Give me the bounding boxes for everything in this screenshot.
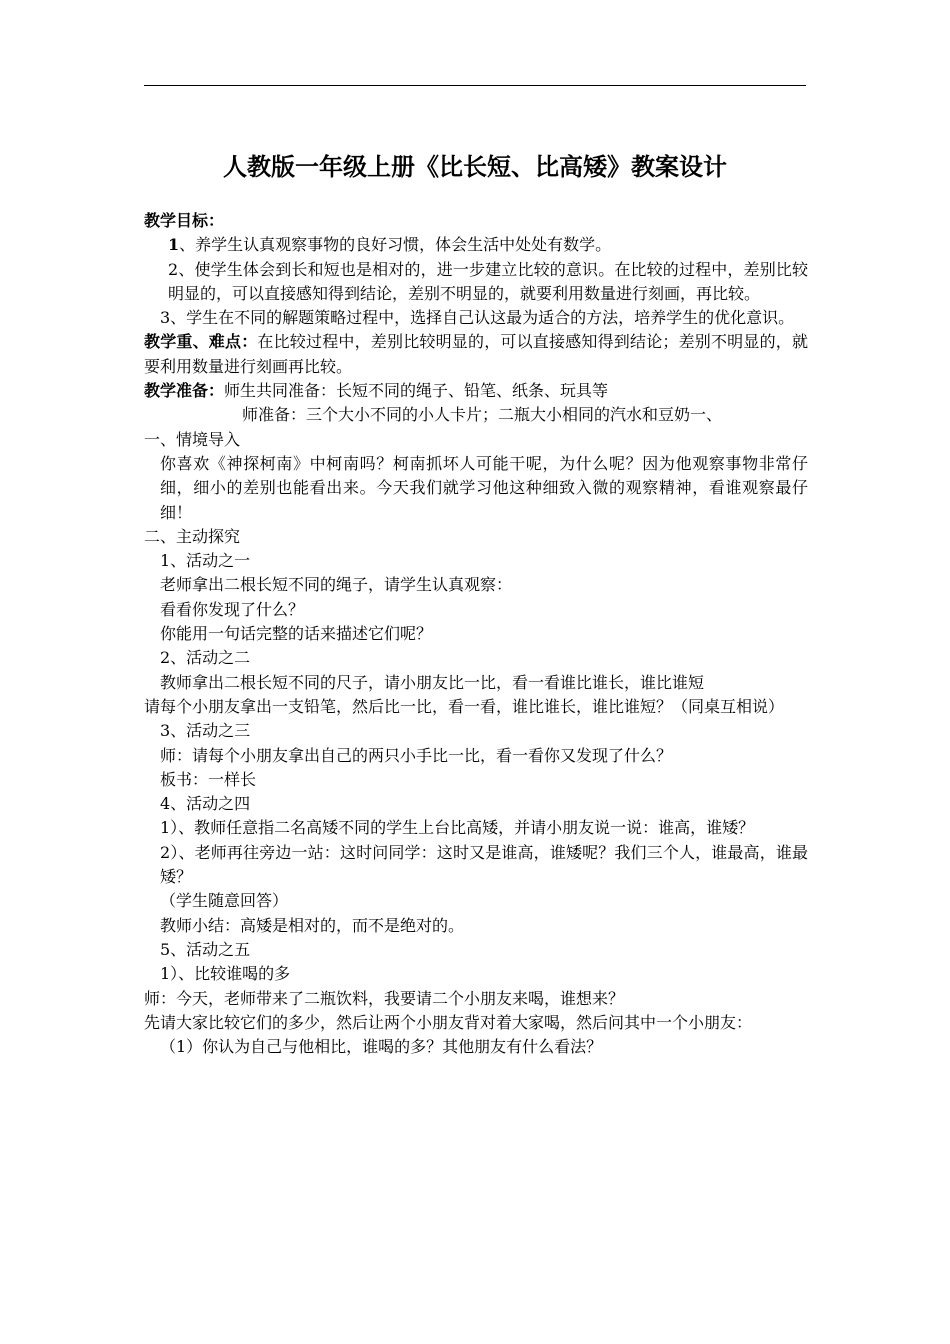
goal-item-1-number: 1 xyxy=(168,235,180,255)
activity-5-line: （1）你认为自己与他相比，谁喝的多？其他朋友有什么看法？ xyxy=(160,1037,603,1057)
section-heading-intro: 一、情境导入 xyxy=(144,429,241,449)
document-title: 人教版一年级上册《比长短、比高矮》教案设计 xyxy=(223,153,727,181)
goal-item-3: 3、学生在不同的解题策略过程中，选择自己认这最为适合的方法，培养学生的优化意识。 xyxy=(160,308,795,328)
activity-4-line: 2）、老师再往旁边一站：这时问同学：这时又是谁高，谁矮呢？我们三个人，谁最高，谁最矮？ xyxy=(160,842,808,887)
activity-5-line: 1）、比较谁喝的多 xyxy=(160,964,291,984)
activity-5-line: 师：今天，老师带来了二瓶饮料，我要请二个小朋友来喝，谁想来？ xyxy=(144,988,625,1008)
activity-4-line: 教师小结：高矮是相对的，而不是绝对的。 xyxy=(160,915,465,935)
preparation xyxy=(144,379,808,403)
goal-item-1-text: 、养学生认真观察事物的良好习惯，体会生活中处处有数学。 xyxy=(179,235,612,255)
activity-4-line: 1）、教师任意指二名高矮不同的学生上台比高矮，并请小朋友说一说：谁高，谁矮？ xyxy=(160,818,755,838)
activity-4-line: （学生随意回答） xyxy=(160,891,289,911)
activity-5-line: 先请大家比较它们的多少，然后让两个小朋友背对着大家喝，然后问其中一个小朋友： xyxy=(144,1012,753,1032)
section-heading-explore: 二、主动探究 xyxy=(144,526,241,546)
activity-2-line: 请每个小朋友拿出一支铅笔，然后比一比，看一看，谁比谁长，谁比谁短？（同桌互相说） xyxy=(144,696,785,716)
activity-2-line: 教师拿出二根长短不同的尺子，请小朋友比一比，看一看谁比谁长，谁比谁短 xyxy=(160,672,705,692)
activity-3-line: 师：请每个小朋友拿出自己的两只小手比一比，看一看你又发现了什么？ xyxy=(160,745,673,765)
activity-1-line: 看看你发现了什么？ xyxy=(160,599,305,619)
key-points xyxy=(144,330,808,379)
preparation-teacher: 师准备：三个大小不同的小人卡片；二瓶大小相同的汽水和豆奶一、 xyxy=(242,405,723,425)
activity-heading-2: 2、活动之二 xyxy=(160,648,251,668)
activity-3-line: 板书：一样长 xyxy=(160,769,257,789)
key-points-text: 在比较过程中，差别比较明显的，可以直接感知得到结论；差别不明显的，就要利用数量进行刻画再比较。 xyxy=(144,332,808,376)
preparation-shared: 师生共同准备：长短不同的绳子、铅笔、纸条、玩具等 xyxy=(224,381,609,401)
goal-item-2: 2、使学生体会到长和短也是相对的，进一步建立比较的意识。在比较的过程中，差别比较明显的，可以直接感知得到结论，差别不明显的，就要利用数量进行刻画，再比较。 xyxy=(168,259,808,303)
goal-item-1 xyxy=(144,233,808,257)
activity-heading-5: 5、活动之五 xyxy=(160,939,251,959)
header-rule xyxy=(144,85,806,86)
intro-paragraph: 你喜欢《神探柯南》中柯南吗？柯南抓坏人可能干呢，为什么呢？因为他观察事物非常仔细，细小的差别也能看出来。今天我们就学习他这种细致入微的观察精神，看谁观察最仔细！ xyxy=(160,453,808,522)
goals-heading: 教学目标： xyxy=(144,211,225,230)
activity-heading-3: 3、活动之三 xyxy=(160,721,251,741)
document-body xyxy=(144,209,808,1059)
preparation-label: 教学准备： xyxy=(144,381,225,401)
key-points-label: 教学重、难点： xyxy=(144,332,258,352)
activity-heading-1: 1、活动之一 xyxy=(160,551,251,571)
activity-1-line: 你能用一句话完整的话来描述它们呢？ xyxy=(160,624,433,644)
activity-heading-4: 4、活动之四 xyxy=(160,794,251,814)
activity-1-line: 老师拿出二根长短不同的绳子，请学生认真观察： xyxy=(160,575,513,595)
